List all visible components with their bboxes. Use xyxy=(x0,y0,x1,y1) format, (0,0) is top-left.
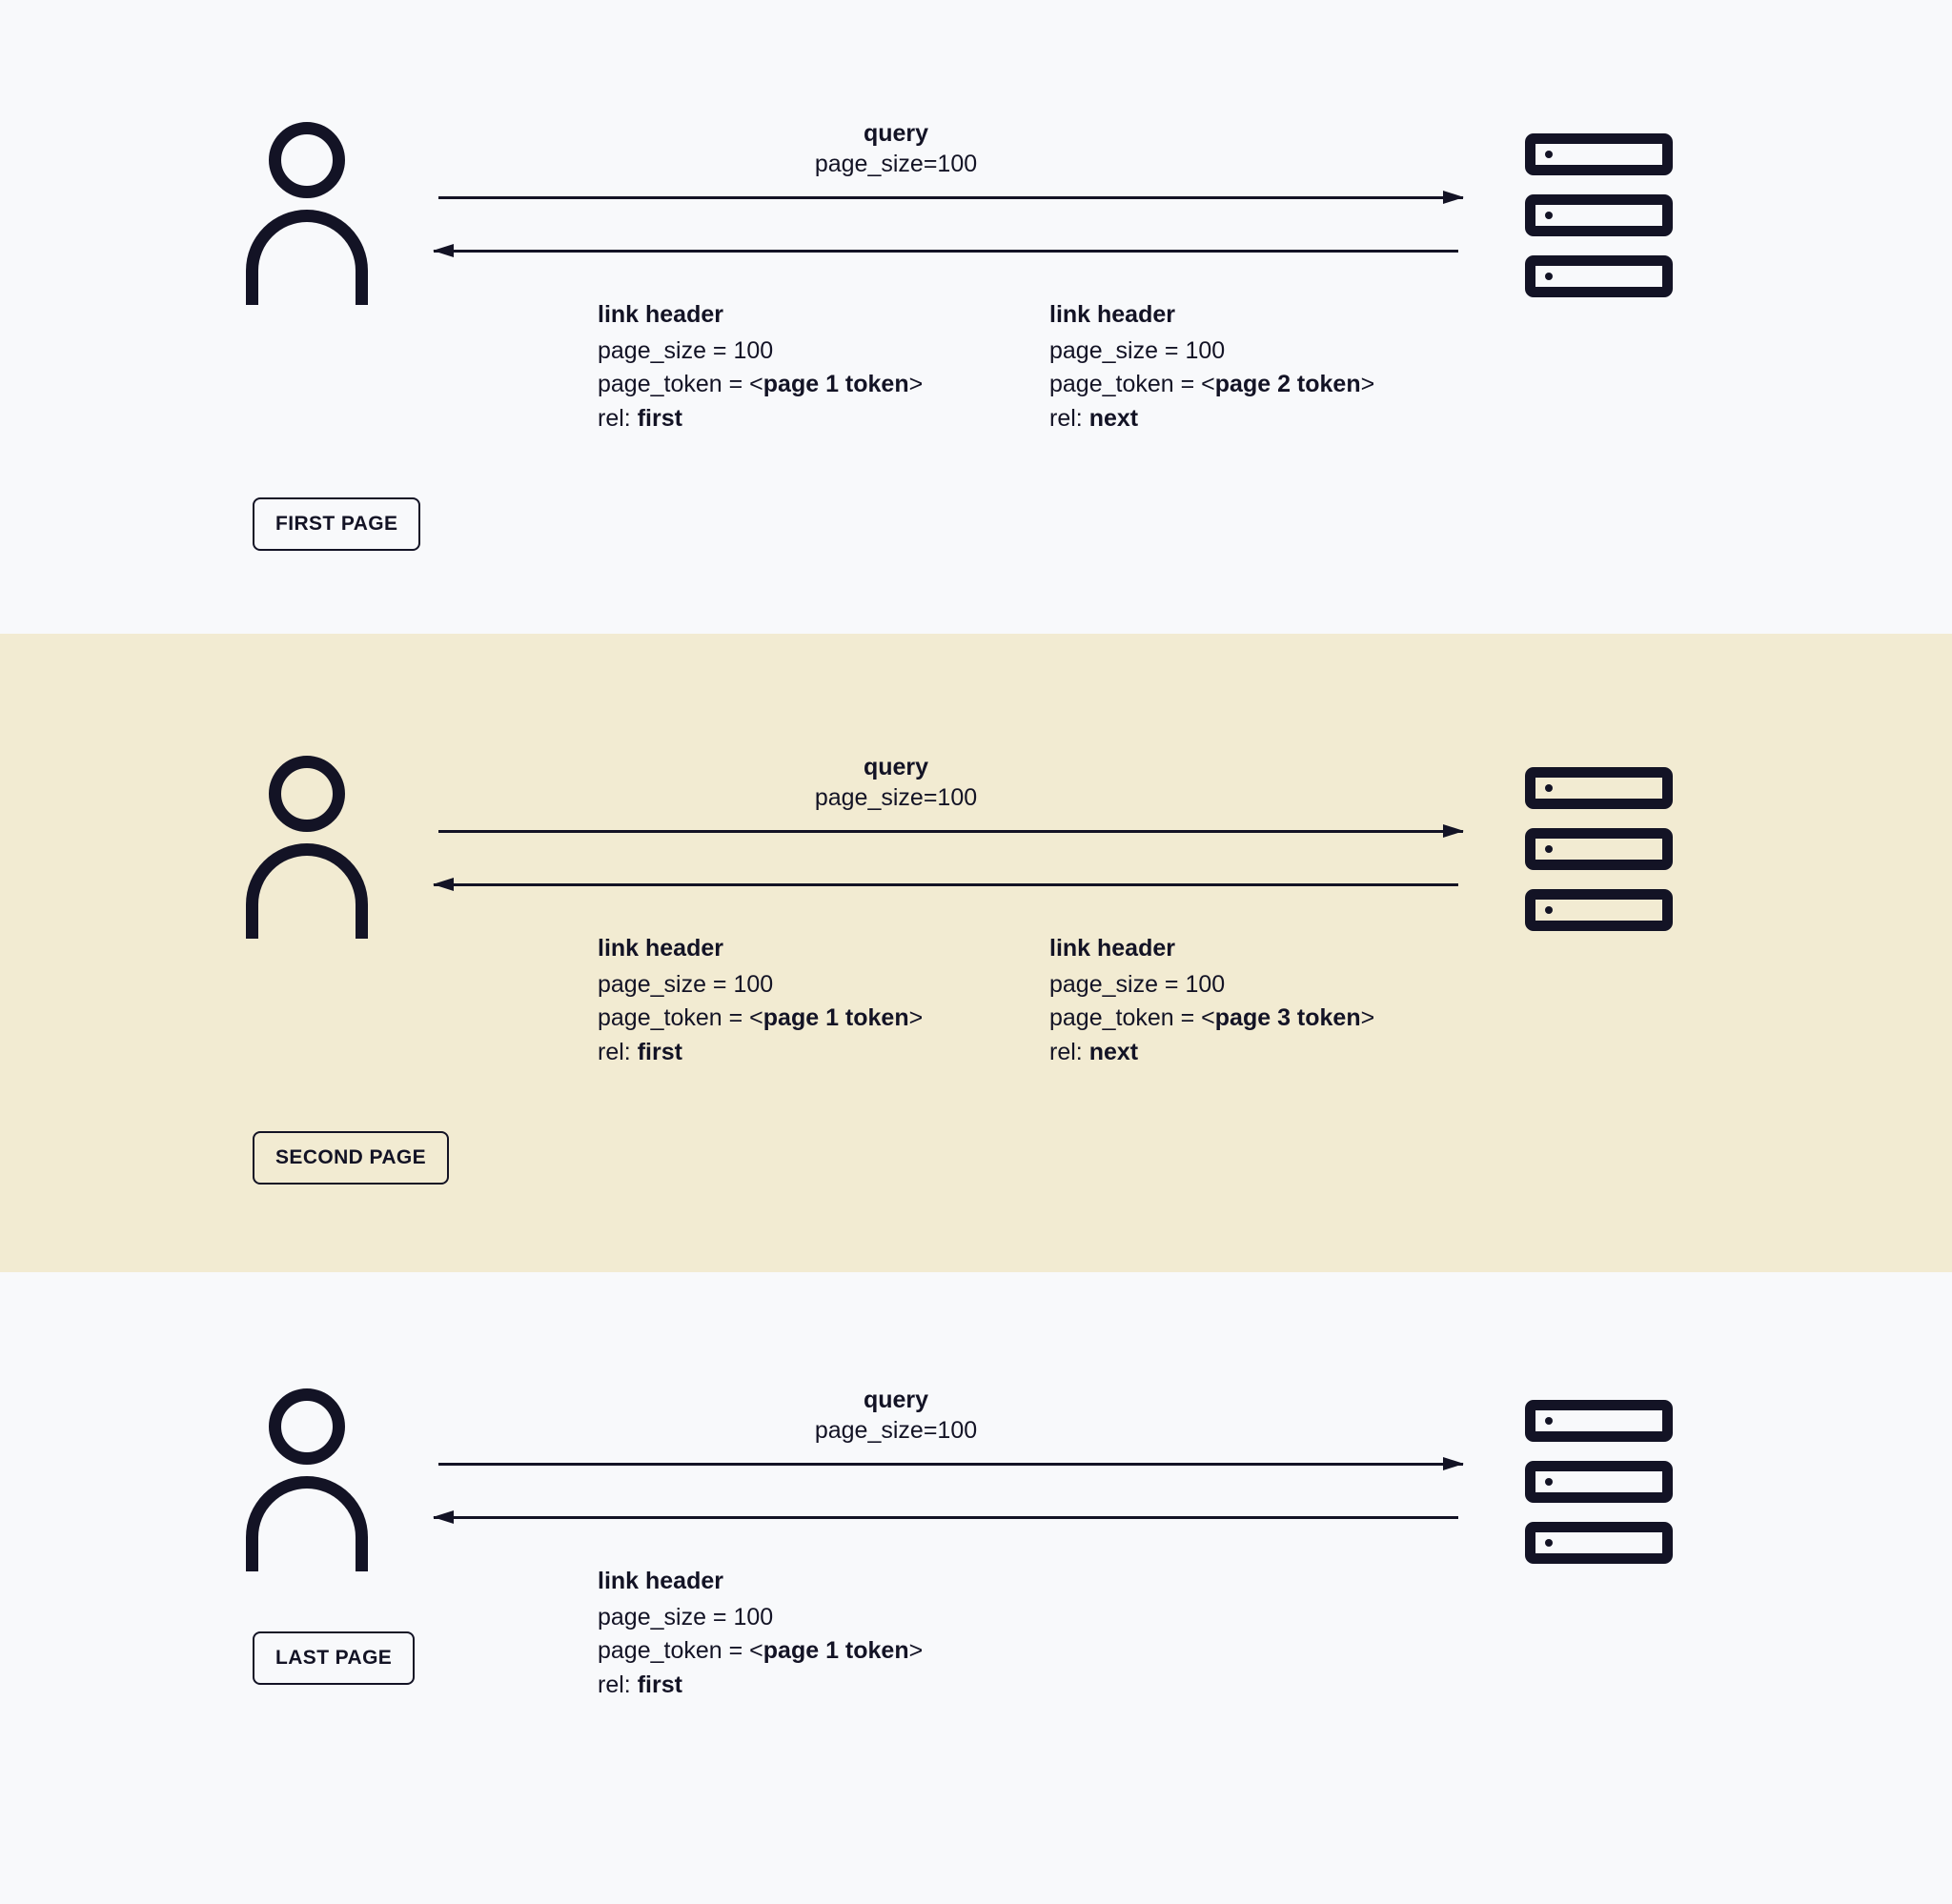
person-icon xyxy=(246,122,379,303)
page-token-value: page 3 token xyxy=(1214,1004,1361,1031)
page-token-value: page 2 token xyxy=(1214,371,1361,397)
page-token-suffix: > xyxy=(1360,371,1375,397)
link-header-page-size: page_size = 100 xyxy=(1049,336,1226,364)
link-header-first xyxy=(598,298,923,435)
request-label xyxy=(667,1385,1125,1446)
request-arrow xyxy=(438,1457,1463,1470)
server-bar-icon xyxy=(1525,1461,1673,1503)
page-token-prefix: page_token = < xyxy=(1049,1004,1215,1031)
section-last-page xyxy=(0,1272,1952,1904)
person-icon xyxy=(246,756,379,937)
server-bar-icon xyxy=(1525,133,1673,175)
rel-label: rel: xyxy=(1049,404,1089,432)
server-bar-icon xyxy=(1525,255,1673,297)
person-body-icon xyxy=(246,1476,368,1571)
link-header-rel xyxy=(598,1036,923,1070)
request-title: query xyxy=(863,754,929,780)
link-header-page-size: page_size = 100 xyxy=(598,336,774,364)
rel-value: first xyxy=(637,1038,682,1065)
link-header-page-token xyxy=(1049,1002,1374,1036)
rel-value: first xyxy=(637,404,682,432)
person-head-icon xyxy=(269,1388,345,1465)
page-tag-first: FIRST PAGE xyxy=(253,497,420,551)
link-header-page-token xyxy=(598,1002,923,1036)
link-header-title: link header xyxy=(598,301,723,328)
link-header-next xyxy=(1049,932,1374,1069)
request-title: query xyxy=(863,1387,929,1413)
page-token-suffix: > xyxy=(908,371,924,397)
rel-value: first xyxy=(637,1671,682,1698)
page-token-prefix: page_token = < xyxy=(598,1637,763,1664)
page-token-suffix: > xyxy=(908,1637,924,1664)
response-arrow xyxy=(434,878,1458,891)
rel-label: rel: xyxy=(598,1038,638,1065)
request-params: page_size=100 xyxy=(814,1417,978,1444)
section-second-page xyxy=(0,634,1952,1272)
request-params: page_size=100 xyxy=(814,784,978,811)
rel-value: next xyxy=(1088,1038,1139,1065)
rel-label: rel: xyxy=(598,1671,638,1698)
server-icon xyxy=(1525,767,1673,939)
rel-label: rel: xyxy=(1049,1038,1089,1065)
server-bar-icon xyxy=(1525,889,1673,931)
link-header-page-token xyxy=(598,368,923,402)
response-arrow xyxy=(434,1510,1458,1524)
page-token-value: page 1 token xyxy=(762,1004,909,1031)
section-first-page xyxy=(0,0,1952,634)
link-header-title: link header xyxy=(598,1568,723,1594)
page-token-prefix: page_token = < xyxy=(1049,371,1215,397)
page-tag-last: LAST PAGE xyxy=(253,1631,415,1685)
page-token-prefix: page_token = < xyxy=(598,371,763,397)
person-head-icon xyxy=(269,756,345,832)
request-label xyxy=(667,118,1125,179)
link-header-title: link header xyxy=(1049,301,1175,328)
page-token-value: page 1 token xyxy=(762,1637,909,1664)
page-token-suffix: > xyxy=(1360,1004,1375,1031)
link-header-rel xyxy=(598,1669,923,1703)
link-header-rel xyxy=(1049,402,1374,436)
link-header-title: link header xyxy=(1049,935,1175,962)
rel-label: rel: xyxy=(598,404,638,432)
link-header-page-size: page_size = 100 xyxy=(598,970,774,998)
person-body-icon xyxy=(246,210,368,305)
person-icon xyxy=(246,1388,379,1570)
server-icon xyxy=(1525,1400,1673,1571)
response-arrow xyxy=(434,244,1458,257)
server-bar-icon xyxy=(1525,828,1673,870)
link-header-rel xyxy=(598,402,923,436)
link-header-page-size: page_size = 100 xyxy=(1049,970,1226,998)
request-params: page_size=100 xyxy=(814,151,978,177)
link-header-page-token xyxy=(598,1634,923,1669)
request-label xyxy=(667,752,1125,813)
link-header-page-size: page_size = 100 xyxy=(598,1603,774,1631)
link-header-first xyxy=(598,932,923,1069)
request-arrow xyxy=(438,824,1463,838)
person-body-icon xyxy=(246,843,368,939)
server-bar-icon xyxy=(1525,194,1673,236)
rel-value: next xyxy=(1088,404,1139,432)
page-tag-second: SECOND PAGE xyxy=(253,1131,449,1185)
link-header-page-token xyxy=(1049,368,1374,402)
link-header-rel xyxy=(1049,1036,1374,1070)
request-arrow xyxy=(438,191,1463,204)
link-header-title: link header xyxy=(598,935,723,962)
server-bar-icon xyxy=(1525,1400,1673,1442)
person-head-icon xyxy=(269,122,345,198)
page-token-suffix: > xyxy=(908,1004,924,1031)
server-bar-icon xyxy=(1525,1522,1673,1564)
server-icon xyxy=(1525,133,1673,305)
link-header-first xyxy=(598,1565,923,1702)
link-header-next xyxy=(1049,298,1374,435)
page-token-prefix: page_token = < xyxy=(598,1004,763,1031)
page-token-value: page 1 token xyxy=(762,371,909,397)
request-title: query xyxy=(863,120,929,147)
server-bar-icon xyxy=(1525,767,1673,809)
